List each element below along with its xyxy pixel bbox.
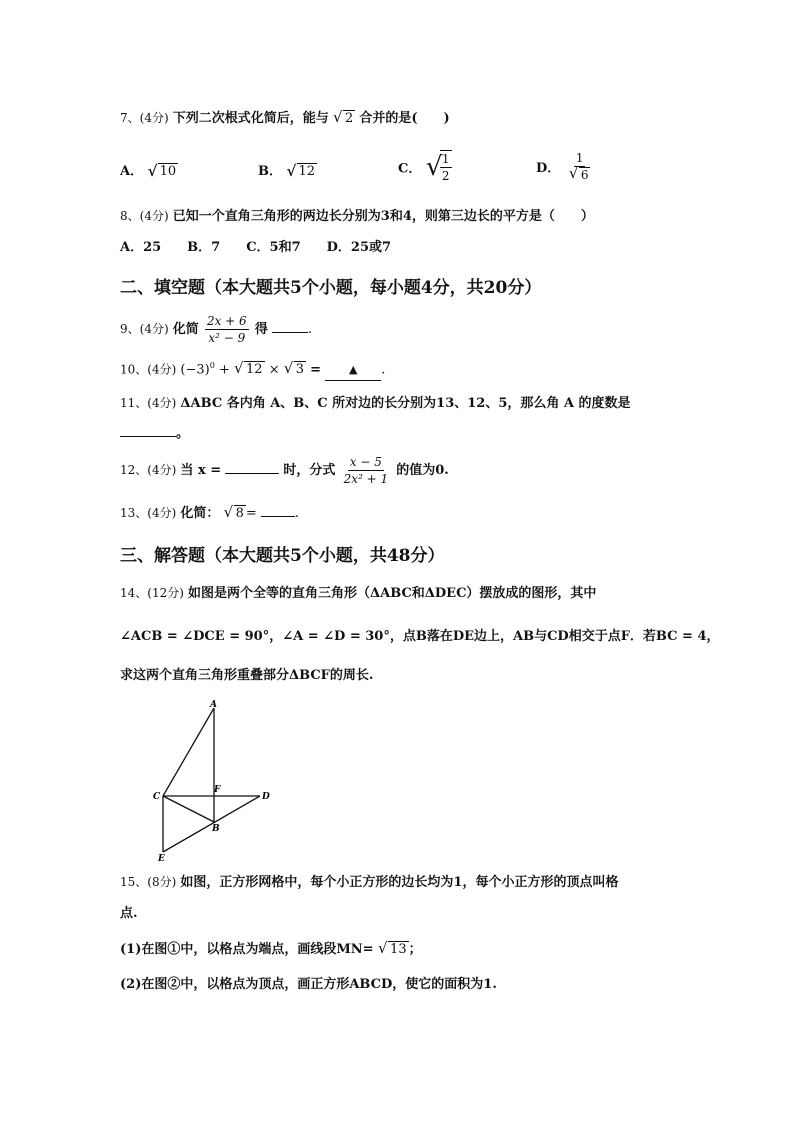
- q7-option-c: C． √ $\frac{1}{2}$: [398, 152, 450, 183]
- q15-line-2: 点.: [120, 906, 138, 921]
- label-e: E: [158, 854, 165, 864]
- q7-option-a: A． √ 10: [120, 162, 177, 180]
- q8-options: A．25 B．7 C．5和7 D．25或7: [120, 240, 392, 255]
- label-c: C: [153, 792, 161, 802]
- q7-option-b: B． √ 12: [258, 162, 316, 180]
- q8-text: 已知一个直角三角形的两边长分别为3和4，则第三边长的平方是（ ）: [172, 209, 594, 224]
- q8-number: 8、(4分): [120, 209, 169, 223]
- segment-ca: [163, 708, 214, 796]
- label-f: F: [214, 785, 221, 795]
- q11-answer-line: 。: [120, 424, 189, 444]
- q13-answer-blank[interactable]: [261, 504, 295, 517]
- q10-stem: 10、(4分) $(-3)^0$ + √ 12 × √ 3 = ▲ .: [120, 356, 385, 381]
- q14-line-3: 求这两个直角三角形重叠部分ΔBCF的周长.: [120, 668, 374, 683]
- q7-suffix: 合并的是( ): [359, 111, 450, 126]
- q15-line-1: 15、(8分) 如图，正方形网格中，每个小正方形的边长均为1，每个小正方形的顶点叫格: [120, 875, 619, 890]
- q14-line-2: ∠ACB = ∠DCE = 90°，∠A = ∠D = 30°，点B落在DE边上，AB与CD相交于点F．若BC = 4，: [120, 629, 720, 644]
- q7-sqrt: √ 2: [332, 108, 354, 126]
- q14-figure: [150, 698, 280, 864]
- q8-stem: [120, 206, 594, 227]
- section-2-heading: 二、填空题（本大题共5个小题，每小题4分，共20分）: [120, 278, 542, 298]
- q10-answer-blank[interactable]: [325, 360, 381, 381]
- q9-answer-blank[interactable]: [272, 320, 308, 333]
- q7-text: 下列二次根式化简后，能与: [172, 111, 329, 126]
- label-b: B: [212, 824, 220, 834]
- label-a: A: [210, 700, 217, 710]
- q9-stem: 9、(4分) 化简 $\frac{2x + 6}{\text{x² − 9}}$ 得 .: [120, 314, 313, 345]
- q15-line-3: (1)在图①中，以格点为端点，画线段MN= √ 13 ；: [120, 939, 422, 957]
- label-d: D: [262, 792, 270, 802]
- q12-answer-blank[interactable]: [225, 461, 279, 474]
- segment-cb: [163, 796, 214, 822]
- q14-line-1: 14、(12分) 如图是两个全等的直角三角形（ΔABC和ΔDEC）摆放成的图形，其中: [120, 586, 597, 601]
- section-3-heading: 三、解答题（本大题共5个小题，共48分）: [120, 546, 445, 566]
- q11-stem: 11、(4分) ΔABC 各内角 A、B、C 所对边的长分别为13、12、5，那么角 A 的度数是: [120, 396, 631, 411]
- triangle-icon: ▲: [348, 363, 358, 377]
- q7-number: 7、(4分): [120, 111, 169, 125]
- q11-answer-blank[interactable]: [120, 424, 176, 437]
- q15-line-4: (2)在图②中，以格点为顶点，画正方形ABCD，使它的面积为1.: [120, 977, 497, 992]
- q12-stem: 12、(4分) 当 x = 时，分式 $\frac{x - 5}{\text{2x² + 1}}$ 的值为0.: [120, 455, 449, 486]
- q7-option-d: D． 1 √ 6: [536, 151, 589, 182]
- q13-stem: 13、(4分) 化简： √ 8 = .: [120, 503, 300, 521]
- q7-stem: [120, 108, 450, 129]
